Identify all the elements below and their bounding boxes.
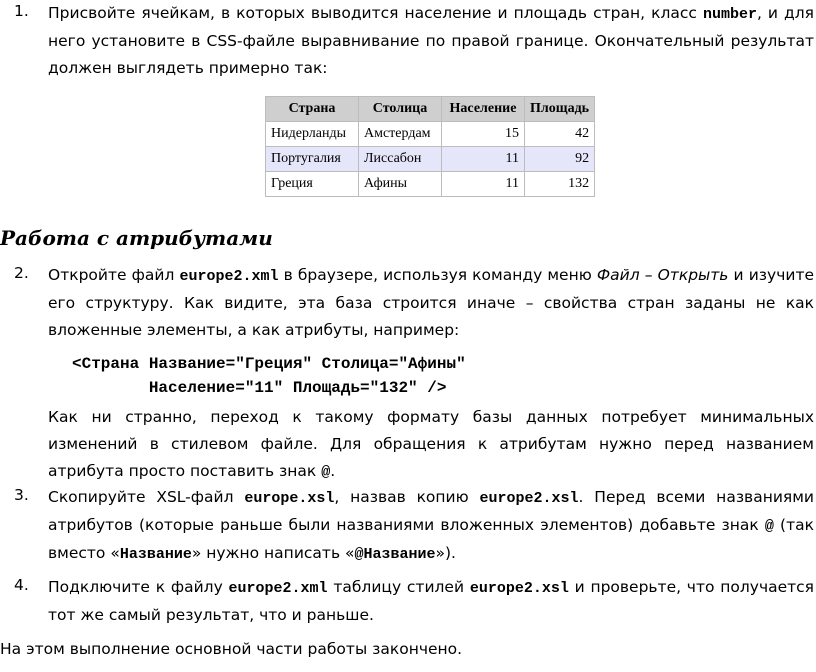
code-filename: europe2.xsl [469, 580, 569, 597]
step-2-text: Откройте файл europe2.xml в браузере, используя команду меню Файл – Открыть и изучите его структуру. Как видите, эта база строится иначе – свойства стран заданы не как вложенные элементы, а как атрибуты, например: [48, 266, 815, 339]
code-filename: europe.xsl [244, 490, 335, 507]
code-line: Население="11" Площадь="132" /> [72, 379, 447, 397]
code-at-sign: @ [764, 518, 774, 535]
cell-area: 92 [525, 147, 595, 172]
step-1-text: Присвойте ячейкам, в которых выводится население и площадь стран, класс number, и для него установите в CSS-файле выравнивание по правой границе. Окончательный результат должен выглядеть примерно так: [48, 4, 814, 77]
code-line: <Страна Название="Греция" Столица="Афины" [72, 355, 466, 373]
step-3-number: 3. [14, 486, 29, 504]
step-4-number: 4. [14, 576, 29, 594]
code-number: number [702, 6, 757, 23]
step-3-text: Скопируйте XSL-файл europe.xsl, назвав копию europe2.xsl. Перед всеми названиями атрибутов (которые раньше были названиями вложенных элементов) добавьте знак @ (так вместо «Название» нужно написать «@Название»). [48, 488, 814, 563]
header-population: Население [442, 97, 525, 122]
example-table [265, 96, 595, 197]
closing-text: На этом выполнение основной части работы закончено. [0, 640, 463, 658]
code-at-sign: @ [321, 464, 331, 481]
header-country: Страна [266, 97, 359, 122]
cell-area: 42 [525, 122, 595, 147]
cell-population: 15 [442, 122, 525, 147]
code-filename: europe2.xml [179, 268, 279, 285]
cell-country: Португалия [266, 147, 359, 172]
cell-capital: Афины [359, 172, 442, 197]
code-filename: europe2.xml [228, 580, 328, 597]
cell-country: Нидерланды [266, 122, 359, 147]
code-attribute: @Название [354, 546, 436, 563]
step-2-number: 2. [14, 264, 29, 282]
step-1-number: 1. [14, 2, 29, 20]
cell-area: 132 [525, 172, 595, 197]
cell-population: 11 [442, 172, 525, 197]
cell-country: Греция [266, 172, 359, 197]
table-header-row [266, 97, 595, 122]
cell-capital: Амстердам [359, 122, 442, 147]
table-row [266, 122, 595, 147]
code-filename: europe2.xsl [479, 490, 579, 507]
code-example [72, 352, 466, 400]
menu-command: Файл – Открыть [596, 266, 729, 284]
step-4-text: Подключите к файлу europe2.xml таблицу стилей europe2.xsl и проверьте, что получается тот же самый результат, что и раньше. [48, 578, 815, 624]
table-row [266, 147, 595, 172]
section-heading: Работа с атрибутами [0, 226, 273, 250]
table-row [266, 172, 595, 197]
header-capital: Столица [359, 97, 442, 122]
cell-capital: Лиссабон [359, 147, 442, 172]
code-attribute: Название [119, 546, 192, 563]
header-area: Площадь [525, 97, 595, 122]
cell-population: 11 [442, 147, 525, 172]
